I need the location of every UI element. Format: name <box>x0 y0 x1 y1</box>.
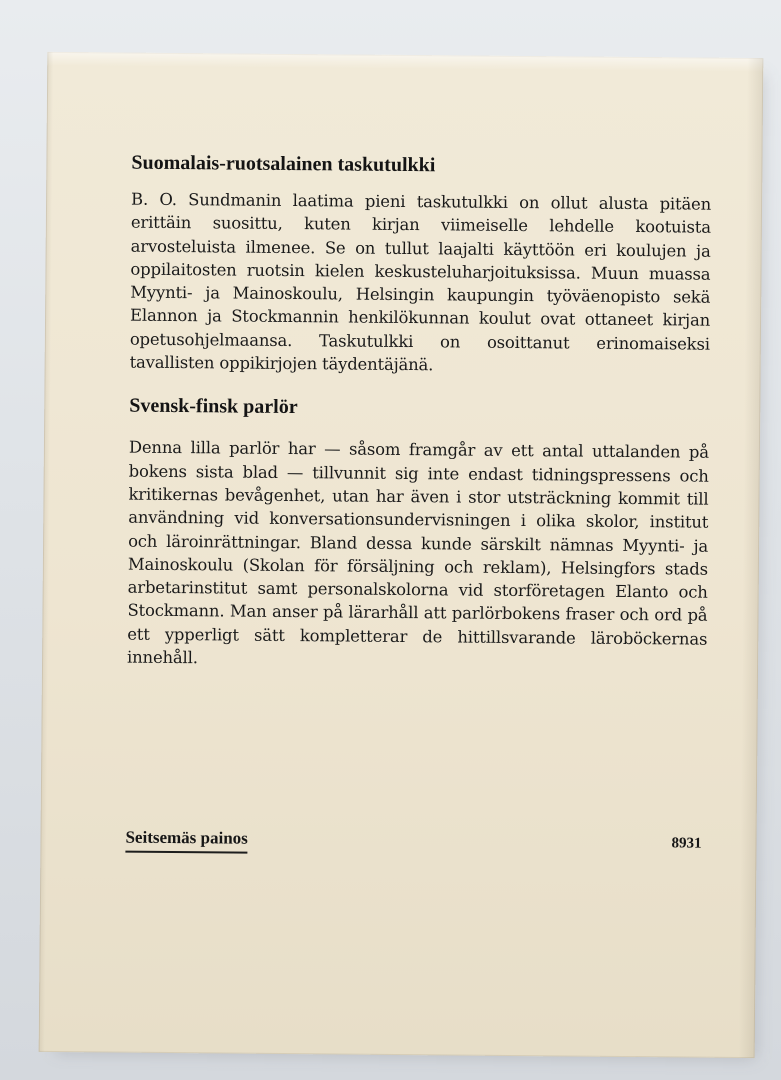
book-back-cover <box>39 52 764 1058</box>
edition-label: Seitsemäs painos <box>125 828 248 854</box>
finnish-swedish-heading: Suomalais-ruotsalainen taskutulkki <box>131 151 436 177</box>
finnish-swedish-description: B. O. Sundmanin laatima pieni taskutulkki on ollut alusta pitäen erittäin suosittu, kuten kirjan viimeiselle lehdelle kootuista arvosteluista ilmenee. Se on tullut laajalti käyttöön eri koulujen ja oppilaitosten ruotsin kielen keskusteluharjoituksissa. Muun muassa Myynti- ja Mainoskoulu, Helsingin kaupungin työväenopisto sekä Elannon ja Stockmannin henkilökunnan koulut ovat ottaneet kirjan opetusohjelmaansa. Taskutulkki on osoittanut erinomaiseksi tavallisten oppikirjojen täydentäjänä. <box>129 189 712 375</box>
cover-text-block <box>127 151 712 674</box>
swedish-finnish-description: Denna lilla parlör har — såsom framgår av ett antal uttalanden på bokens sista blad — tillvunnit sig inte endast tidningspressens och kritikernas bevågenhet, utan har även i stor utsträckning kommit till användning vid konversationsundervisningen i olika skolor, institut och läroinrättningar. Bland dessa kunde särskilt nämnas Myynti- ja Mainoskoulu (Skolan för försäljning och reklam), Helsingfors stads arbetarinstitut samt personalskolorna vid storföretagen Elanto och Stockmann. Man anser på lärarhåll att parlörbokens fraser och ord på ett ypperligt sätt kompletterar de hittillsvarande läroböckernas innehåll. <box>127 437 709 668</box>
swedish-finnish-heading: Svensk-finsk parlör <box>129 394 298 419</box>
book-top-edge <box>47 52 763 72</box>
cover-footer <box>125 828 705 873</box>
book-left-edge <box>39 52 54 1052</box>
book-code: 8931 <box>671 835 702 852</box>
